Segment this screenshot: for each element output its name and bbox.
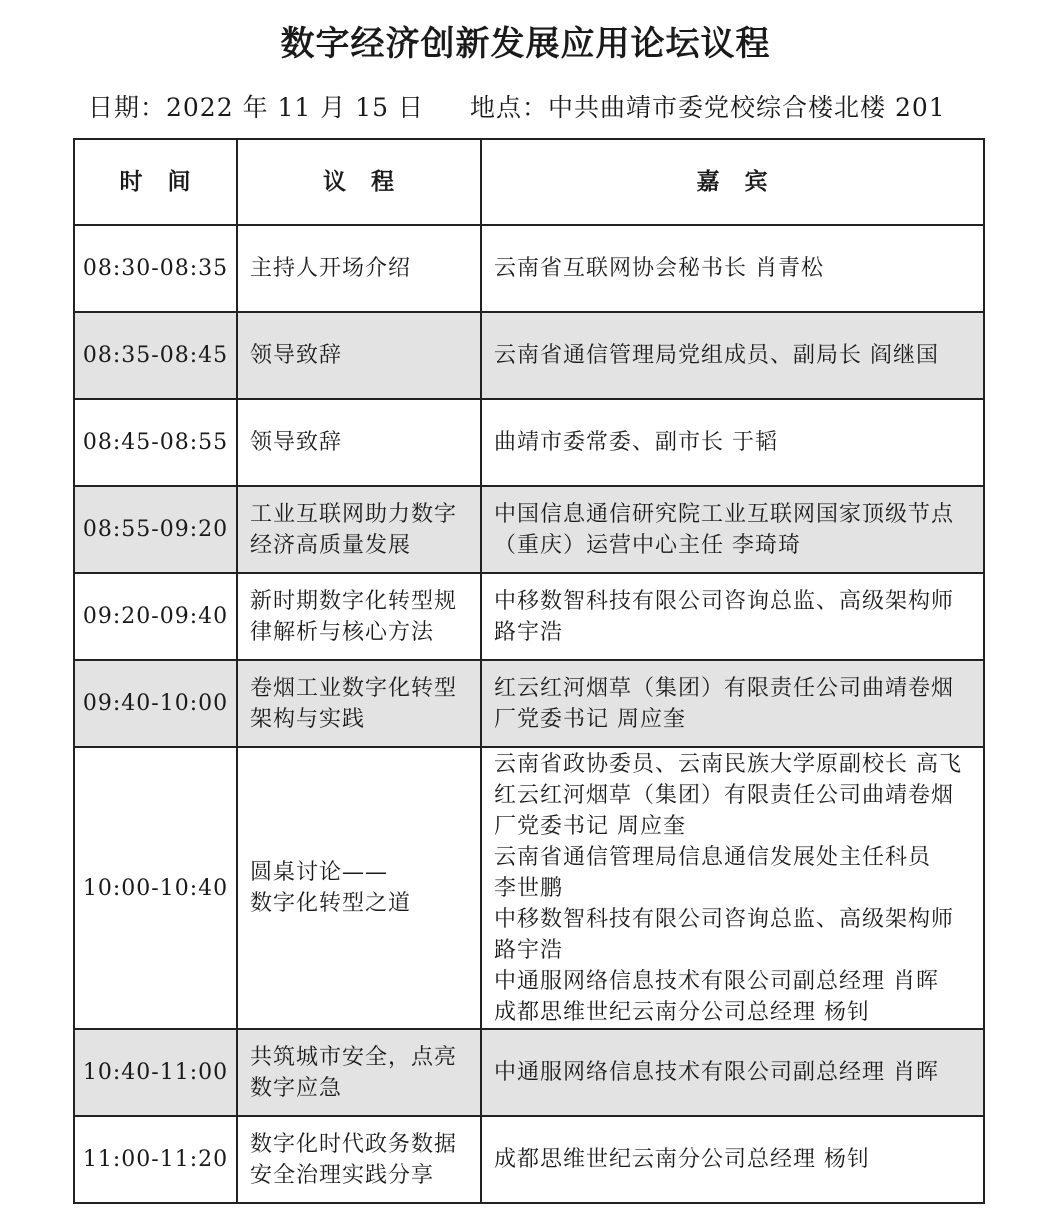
agenda-guest bbox=[481, 399, 984, 486]
agenda-row bbox=[74, 225, 984, 312]
agenda-topic-line: 共筑城市安全，点亮 bbox=[250, 1044, 458, 1070]
agenda-time: 10:00-10:40 bbox=[74, 747, 237, 1029]
agenda-row bbox=[74, 747, 984, 1029]
agenda-guest-line: 成都思维世纪云南分公司总经理 杨钊 bbox=[494, 1147, 870, 1172]
agenda-topic-line: 圆桌讨论—— bbox=[250, 860, 389, 885]
agenda-guest-line: 红云红河烟草（集团）有限责任公司曲靖卷烟 bbox=[494, 675, 955, 701]
agenda-guest-line: 云南省通信管理局党组成员、副局长 阎继国 bbox=[494, 343, 939, 368]
header-time: 时 间 bbox=[74, 139, 237, 225]
agenda-topic bbox=[237, 573, 481, 660]
agenda-topic-line: 卷烟工业数字化转型 bbox=[250, 675, 458, 701]
agenda-row bbox=[74, 1116, 984, 1203]
agenda-time: 11:00-11:20 bbox=[74, 1116, 237, 1203]
agenda-topic bbox=[237, 1116, 481, 1203]
agenda-body bbox=[74, 225, 984, 1203]
agenda-guest-line: 中通服网络信息技术有限公司副总经理 肖晖 bbox=[494, 1060, 939, 1085]
agenda-table bbox=[73, 138, 985, 1204]
agenda-guest-line: 曲靖市委常委、副市长 于韬 bbox=[494, 430, 778, 455]
agenda-time: 08:35-08:45 bbox=[74, 312, 237, 399]
agenda-topic-line: 领导致辞 bbox=[250, 430, 343, 455]
agenda-topic bbox=[237, 1029, 481, 1116]
agenda-guest-line: 路宇浩 bbox=[494, 619, 564, 645]
agenda-guest-line: 云南省互联网协会秘书长 肖青松 bbox=[494, 256, 824, 281]
agenda-guest bbox=[481, 573, 984, 660]
agenda-topic-line: 数字应急 bbox=[250, 1075, 343, 1101]
agenda-guest bbox=[481, 225, 984, 312]
agenda-guest-line: 红云红河烟草（集团）有限责任公司曲靖卷烟 bbox=[494, 782, 955, 808]
agenda-row bbox=[74, 312, 984, 399]
agenda-guest bbox=[481, 747, 984, 1029]
agenda-topic-line: 领导致辞 bbox=[250, 343, 343, 368]
agenda-guest-line: 中通服网络信息技术有限公司副总经理 肖晖 bbox=[494, 968, 939, 994]
agenda-time: 08:55-09:20 bbox=[74, 486, 237, 573]
agenda-topic-line: 数字化时代政务数据 bbox=[250, 1131, 458, 1157]
agenda-topic-line: 律解析与核心方法 bbox=[250, 619, 435, 645]
agenda-topic bbox=[237, 747, 481, 1029]
header-row bbox=[74, 139, 984, 225]
agenda-guest-line: 中移数智科技有限公司咨询总监、高级架构师 bbox=[494, 906, 955, 932]
agenda-row bbox=[74, 399, 984, 486]
agenda-guest bbox=[481, 1116, 984, 1203]
header-guest: 嘉 宾 bbox=[481, 139, 984, 225]
event-location: 地点：中共曲靖市委党校综合楼北楼 201 bbox=[470, 93, 946, 122]
agenda-row bbox=[74, 1029, 984, 1116]
agenda-topic-line: 新时期数字化转型规 bbox=[250, 588, 458, 614]
agenda-guest-line: 厂党委书记 周应奎 bbox=[494, 813, 686, 839]
agenda-topic-line: 经济高质量发展 bbox=[250, 532, 412, 558]
agenda-topic-line: 架构与实践 bbox=[250, 706, 366, 732]
agenda-row bbox=[74, 573, 984, 660]
agenda-row bbox=[74, 486, 984, 573]
agenda-guest-line: 中移数智科技有限公司咨询总监、高级架构师 bbox=[494, 588, 955, 614]
agenda-topic-line: 主持人开场介绍 bbox=[250, 256, 412, 281]
agenda-topic-line: 工业互联网助力数字 bbox=[250, 501, 458, 527]
agenda-guest-line: 成都思维世纪云南分公司总经理 杨钊 bbox=[494, 999, 870, 1025]
agenda-guest-line: 路宇浩 bbox=[494, 937, 564, 963]
agenda-time: 09:40-10:00 bbox=[74, 660, 237, 747]
event-date: 日期：2022 年 11 月 15 日 bbox=[88, 93, 424, 122]
agenda-topic-line: 安全治理实践分享 bbox=[250, 1162, 435, 1188]
agenda-guest-line: （重庆）运营中心主任 李琦琦 bbox=[494, 532, 801, 558]
agenda-guest-line: 云南省政协委员、云南民族大学原副校长 高飞 bbox=[494, 751, 962, 777]
agenda-topic-line: 数字化转型之道 bbox=[250, 891, 412, 916]
agenda-topic bbox=[237, 486, 481, 573]
agenda-guest-line: 云南省通信管理局信息通信发展处主任科员 bbox=[494, 844, 932, 870]
agenda-guest bbox=[481, 660, 984, 747]
agenda-topic bbox=[237, 312, 481, 399]
agenda-guest bbox=[481, 1029, 984, 1116]
agenda-time: 08:30-08:35 bbox=[74, 225, 237, 312]
header-agenda: 议 程 bbox=[237, 139, 481, 225]
agenda-time: 08:45-08:55 bbox=[74, 399, 237, 486]
agenda-topic bbox=[237, 225, 481, 312]
agenda-row bbox=[74, 660, 984, 747]
agenda-guest-line: 厂党委书记 周应奎 bbox=[494, 706, 686, 732]
agenda-topic bbox=[237, 660, 481, 747]
agenda-guest bbox=[481, 312, 984, 399]
agenda-time: 09:20-09:40 bbox=[74, 573, 237, 660]
agenda-topic bbox=[237, 399, 481, 486]
page-title: 数字经济创新发展应用论坛议程 bbox=[280, 24, 771, 64]
agenda-guest-line: 李世鹏 bbox=[494, 875, 564, 901]
agenda-guest-line: 中国信息通信研究院工业互联网国家顶级节点 bbox=[494, 501, 955, 527]
agenda-time: 10:40-11:00 bbox=[74, 1029, 237, 1116]
agenda-guest bbox=[481, 486, 984, 573]
